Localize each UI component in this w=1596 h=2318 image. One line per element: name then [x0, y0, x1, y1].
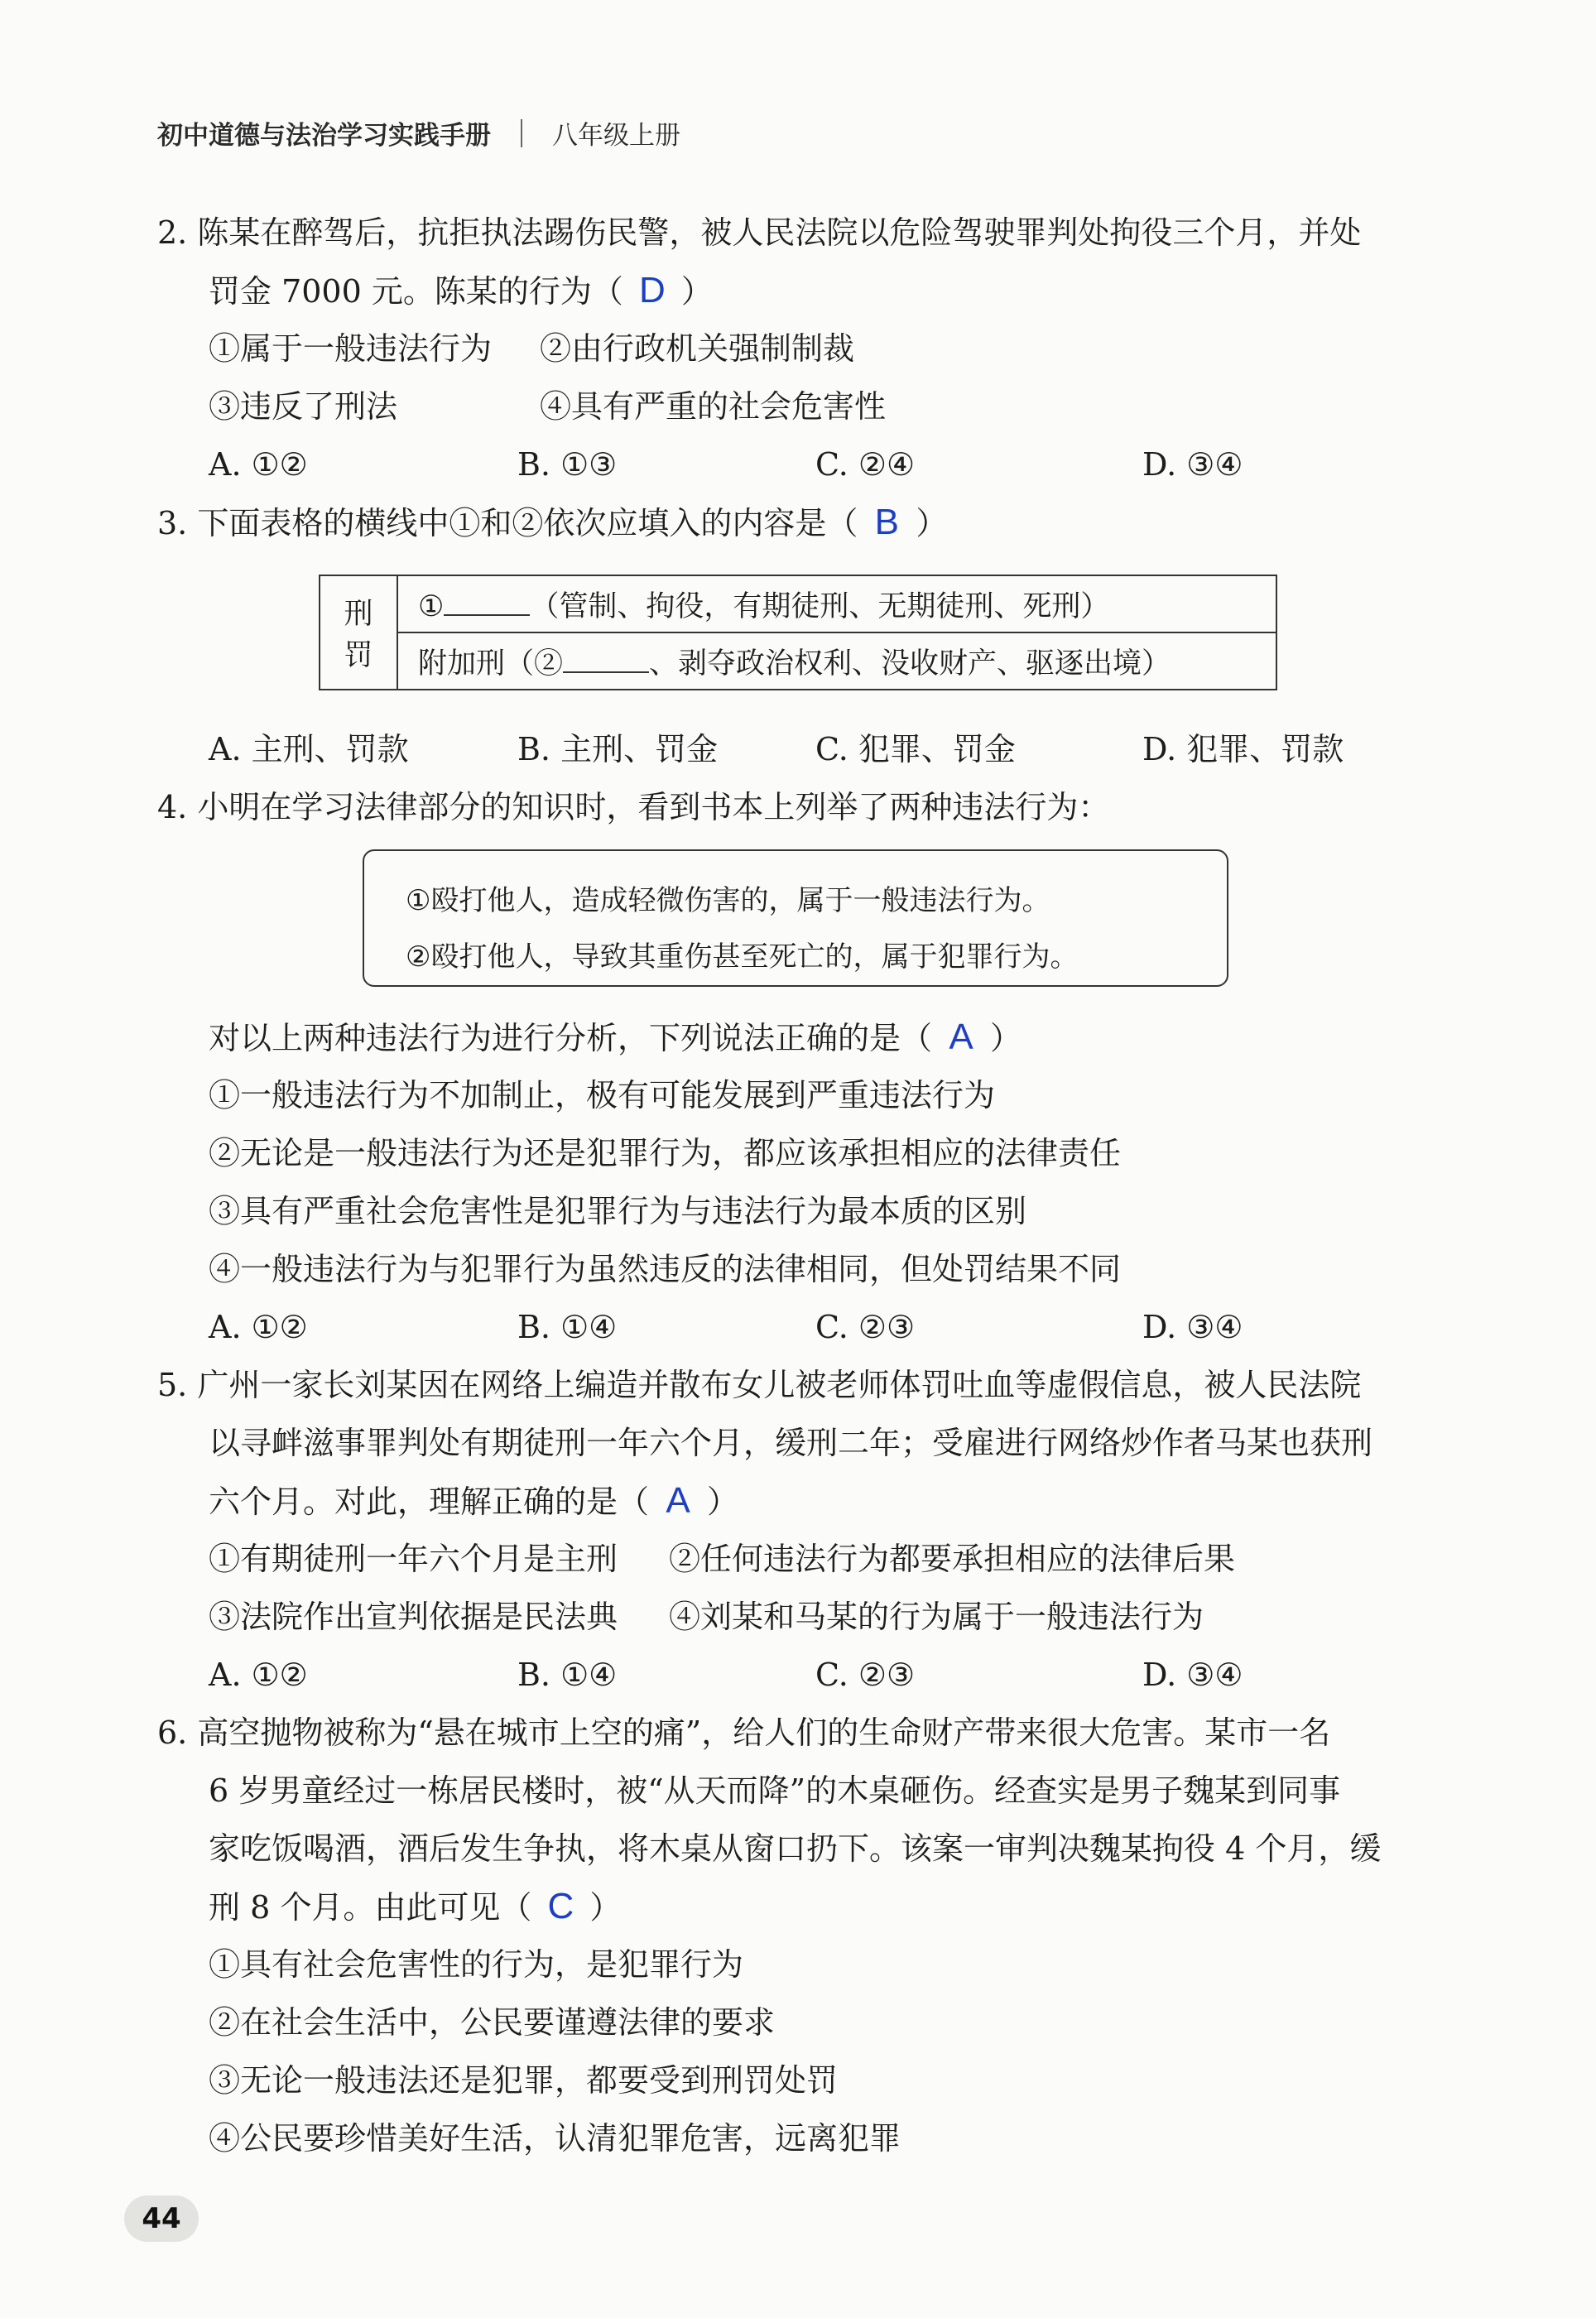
- q2-statement-3: ③违反了刑法: [209, 388, 398, 425]
- q5-option-a: A. ①②: [209, 1657, 308, 1693]
- q6-stem-line4: [209, 1886, 621, 1928]
- q6-statement-1: ①具有社会危害性的行为，是犯罪行为: [209, 1946, 744, 1983]
- q4-option-d: D. ③④: [1142, 1309, 1243, 1345]
- q4-answer: A: [949, 1017, 973, 1057]
- q5-stem-line3: [209, 1480, 738, 1522]
- q5-statement-4: ④刘某和马某的行为属于一般违法行为: [669, 1599, 1204, 1635]
- q4-option-c: C. ②③: [815, 1309, 916, 1345]
- q6-statement-2: ②在社会生活中，公民要谨遵法律的要求: [209, 2004, 776, 2041]
- q6-answer: C: [547, 1886, 574, 1926]
- q3-paren-close: ）: [916, 505, 948, 541]
- q5-stem-text: 六个月。对此，理解正确的是（: [209, 1484, 650, 1520]
- q5-option-d: D. ③④: [1142, 1657, 1243, 1693]
- header-divider: [521, 119, 522, 147]
- q4-option-b: B. ①④: [517, 1309, 618, 1345]
- row1-items: （管制、拘役，有期徒刑、无期徒刑、死刑）: [530, 589, 1110, 623]
- blank-2: [563, 647, 649, 673]
- q2-statement-2: ②由行政机关强制制裁: [540, 330, 855, 367]
- blank-1: [444, 589, 530, 616]
- penalty-table-row-additional: [397, 632, 1276, 690]
- q2-stem-text: 罚金 7000 元。陈某的行为（: [209, 273, 623, 310]
- q6-stem-line2: 6 岁男童经过一栋居民楼时，被“从天而降”的木桌砸伤。经查实是男子魏某到同事: [209, 1772, 1341, 1809]
- q6-statement-4: ④公民要珍惜美好生活，认清犯罪危害，远离犯罪: [209, 2120, 901, 2157]
- q2-option-d: D. ③④: [1142, 446, 1243, 483]
- q5-answer: A: [666, 1480, 690, 1521]
- q4-statement-1: ①一般违法行为不加制止，极有可能发展到严重违法行为: [209, 1077, 996, 1113]
- q4-option-a: A. ①②: [209, 1309, 308, 1345]
- q4-example-2: ②殴打他人，导致其重伤甚至死亡的，属于犯罪行为。: [406, 940, 1079, 974]
- q2-paren-close: ）: [680, 273, 713, 310]
- q4-example-box: [363, 849, 1228, 987]
- q4-stem-line1: 4. 小明在学习法律部分的知识时，看到书本上列举了两种违法行为：: [157, 789, 1110, 825]
- q6-stem-line1: 6. 高空抛物被称为“悬在城市上空的痛”，给人们的生命财产带来很大危害。某市一名: [157, 1714, 1331, 1751]
- book-title: 初中道德与法治学习实践手册: [157, 121, 491, 151]
- q3-answer: B: [874, 502, 900, 542]
- q4-statement-4: ④一般违法行为与犯罪行为虽然违反的法律相同，但处罚结果不同: [209, 1251, 1122, 1287]
- q6-stem-line3: 家吃饭喝酒，酒后发生争执，将木桌从窗口扔下。该案一审判决魏某拘役 4 个月，缓: [209, 1830, 1382, 1867]
- q5-statement-3: ③法院作出宣判依据是民法典: [209, 1599, 618, 1635]
- q3-stem: [157, 502, 947, 544]
- q6-stem-text: 刑 8 个月。由此可见（: [209, 1889, 532, 1926]
- q5-option-b: B. ①④: [517, 1657, 618, 1693]
- q5-paren-close: ）: [707, 1484, 739, 1520]
- q3-stem-text: 3. 下面表格的横线中①和②依次应填入的内容是（: [157, 505, 858, 541]
- q2-statement-1: ①属于一般违法行为: [209, 330, 493, 367]
- q4-stem-text: 对以上两种违法行为进行分析，下列说法正确的是（: [209, 1020, 933, 1056]
- q6-paren-close: ）: [589, 1889, 622, 1926]
- penalty-table: [319, 575, 1277, 690]
- q5-stem-line1: 5. 广州一家长刘某因在网络上编造并散布女儿被老师体罚吐血等虚假信息，被人民法院: [157, 1367, 1362, 1403]
- q2-option-c: C. ②④: [815, 446, 916, 483]
- running-header: [157, 114, 680, 151]
- penalty-table-row-main: [397, 575, 1276, 632]
- q3-option-c: C. 犯罪、罚金: [815, 731, 1016, 767]
- grade-label: 八年级上册: [552, 121, 680, 151]
- q3-option-d: D. 犯罪、罚款: [1142, 731, 1344, 767]
- q4-paren-close: ）: [990, 1020, 1022, 1056]
- q5-stem-line2: 以寻衅滋事罪判处有期徒刑一年六个月，缓刑二年；受雇进行网络炒作者马某也获刑: [209, 1425, 1373, 1461]
- q2-option-b: B. ①③: [517, 446, 618, 483]
- row2-marker: 附加刑（②: [418, 647, 564, 680]
- q3-option-b: B. 主刑、罚金: [517, 731, 719, 767]
- q2-stem-line1: 2. 陈某在醉驾后，抗拒执法踢伤民警，被人民法院以危险驾驶罪判处拘役三个月，并处: [157, 214, 1362, 251]
- row1-marker: ①: [418, 589, 445, 623]
- q2-answer: D: [638, 270, 666, 310]
- penalty-table-label: 刑罚: [320, 575, 397, 690]
- q4-example-1: ①殴打他人，造成轻微伤害的，属于一般违法行为。: [406, 884, 1050, 917]
- q3-option-a: A. 主刑、罚款: [209, 731, 409, 767]
- q5-option-c: C. ②③: [815, 1657, 916, 1693]
- q4-statement-3: ③具有严重社会危害性是犯罪行为与违法行为最本质的区别: [209, 1193, 1027, 1229]
- page-number: 44: [124, 2195, 199, 2242]
- q2-statement-4: ④具有严重的社会危害性: [540, 388, 887, 425]
- q5-statement-2: ②任何违法行为都要承担相应的法律后果: [669, 1541, 1236, 1577]
- q2-option-a: A. ①②: [209, 446, 308, 483]
- q4-stem-line2: [209, 1017, 1022, 1059]
- q6-statement-3: ③无论一般违法还是犯罪，都要受到刑罚处罚: [209, 2062, 839, 2099]
- q4-statement-2: ②无论是一般违法行为还是犯罪行为，都应该承担相应的法律责任: [209, 1135, 1122, 1171]
- q2-stem-line2: [209, 270, 713, 312]
- row2-items: 、剥夺政治权利、没收财产、驱逐出境）: [649, 647, 1171, 680]
- q5-statement-1: ①有期徒刑一年六个月是主刑: [209, 1541, 618, 1577]
